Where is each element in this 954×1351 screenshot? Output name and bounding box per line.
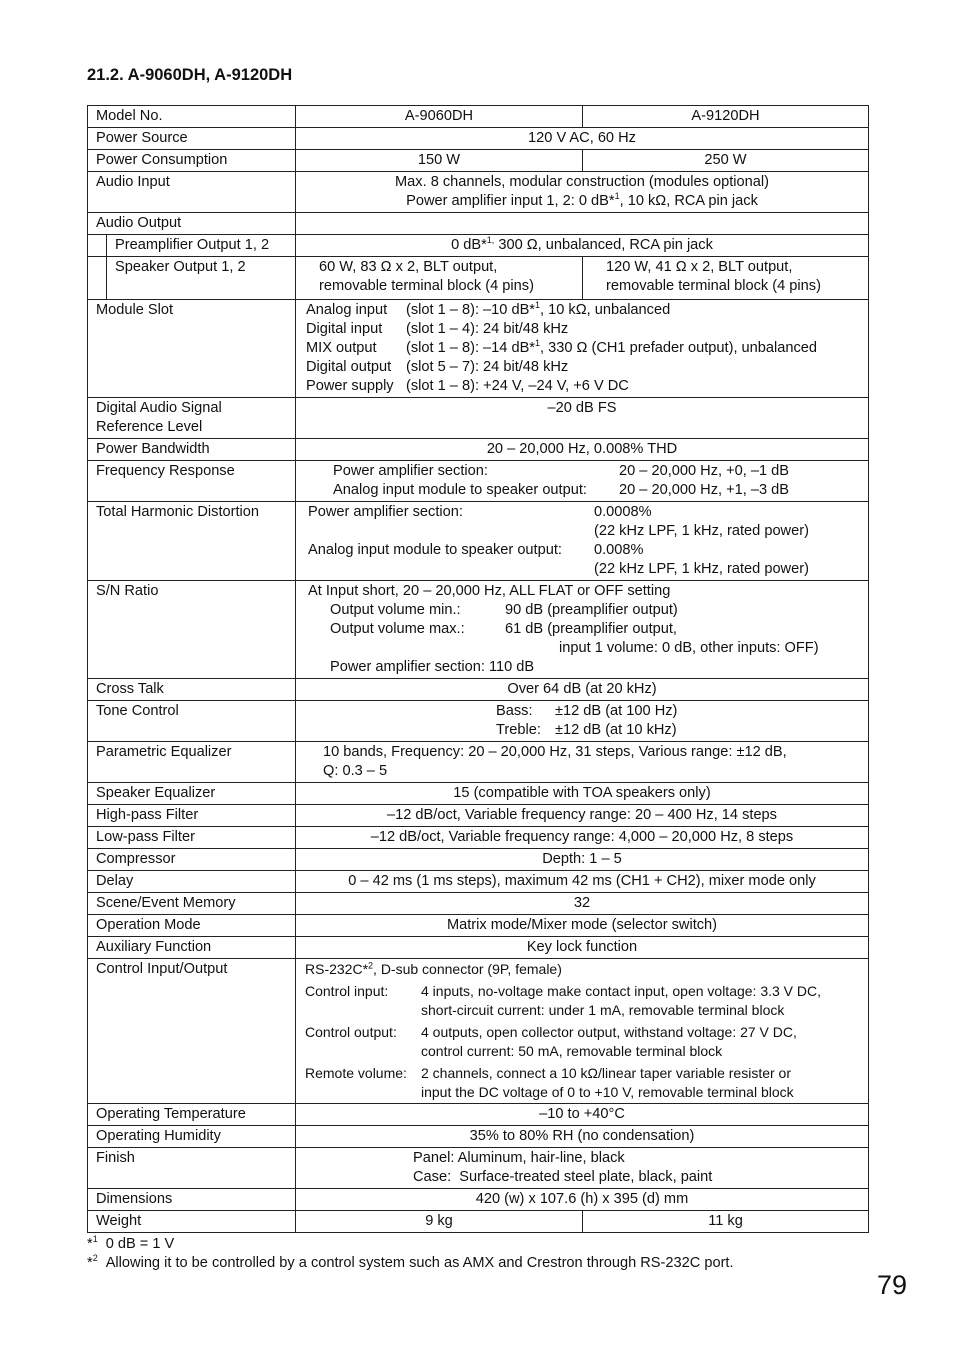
row-value bbox=[296, 742, 869, 783]
list-item bbox=[305, 1023, 860, 1061]
list-item bbox=[306, 377, 860, 396]
row-value: –10 to +40°C bbox=[296, 1104, 869, 1126]
row-label: Module Slot bbox=[88, 300, 296, 398]
value-line: input 1 volume: 0 dB, other inputs: OFF) bbox=[559, 640, 819, 656]
table-row bbox=[88, 461, 869, 502]
row-label-line: Digital Audio Signal bbox=[96, 400, 222, 416]
value-line: removable terminal block (4 pins) bbox=[606, 278, 821, 294]
value-line: control current: 50 mA, removable terminal block bbox=[421, 1043, 723, 1059]
value-text: (slot 1 – 8): –14 dB* bbox=[406, 340, 535, 356]
value-text: (slot 5 – 7): 24 bit/48 kHz bbox=[406, 359, 569, 375]
row-label: Finish bbox=[88, 1148, 296, 1189]
table-row bbox=[88, 106, 869, 128]
row-label: Speaker Equalizer bbox=[88, 783, 296, 805]
slot-type: Power supply bbox=[306, 378, 394, 394]
footnote-number: 2 bbox=[92, 1253, 98, 1264]
io-type: Control input: bbox=[305, 983, 389, 999]
footnote-ref: 1 bbox=[535, 300, 541, 311]
spec-table bbox=[87, 105, 869, 1233]
value-text: ±12 dB (at 100 Hz) bbox=[555, 703, 678, 719]
footnote-mark: * bbox=[87, 1236, 93, 1252]
row-label: Frequency Response bbox=[88, 461, 296, 502]
row-label-text: Preamplifier Output 1, 2 bbox=[115, 237, 270, 253]
value-line: 4 inputs, no-voltage make contact input, open voltage: 3.3 V DC, bbox=[421, 983, 822, 999]
table-row bbox=[88, 827, 869, 849]
table-row bbox=[88, 235, 869, 257]
row-label-line: Reference Level bbox=[96, 419, 203, 435]
row-label bbox=[88, 257, 296, 300]
value-line: Power amplifier section: 110 dB bbox=[330, 659, 535, 675]
row-label: Power Consumption bbox=[88, 150, 296, 172]
row-value: 35% to 80% RH (no condensation) bbox=[296, 1126, 869, 1148]
value-line bbox=[304, 192, 860, 211]
slot-type: Analog input bbox=[306, 302, 388, 318]
list-item bbox=[306, 358, 860, 377]
footnote-text: Allowing it to be controlled by a control system such as AMX and Crestron through RS-232C port. bbox=[105, 1255, 734, 1271]
table-row bbox=[88, 742, 869, 783]
row-label: Model No. bbox=[88, 106, 296, 128]
row-value: Over 64 dB (at 20 kHz) bbox=[296, 679, 869, 701]
table-row bbox=[88, 128, 869, 150]
table-row bbox=[88, 172, 869, 213]
list-item bbox=[305, 1064, 860, 1102]
value-a: 150 W bbox=[296, 150, 583, 172]
row-value: Matrix mode/Mixer mode (selector switch) bbox=[296, 915, 869, 937]
slot-type: MIX output bbox=[306, 340, 377, 356]
row-value bbox=[296, 213, 869, 235]
row-label: Power Source bbox=[88, 128, 296, 150]
value-key: Analog input module to speaker output: bbox=[308, 542, 562, 558]
value-key: Power amplifier section: bbox=[308, 504, 463, 520]
table-row bbox=[88, 701, 869, 742]
value-text: ±12 dB (at 10 kHz) bbox=[555, 722, 677, 738]
model-a: A-9060DH bbox=[296, 106, 583, 128]
value-text: , 330 Ω (CH1 prefader output), unbalanced bbox=[540, 340, 818, 356]
row-value: 32 bbox=[296, 893, 869, 915]
row-label: Parametric Equalizer bbox=[88, 742, 296, 783]
value-key: Output volume min.: bbox=[330, 602, 461, 618]
io-spec bbox=[421, 982, 821, 1020]
value-text: 61 dB (preamplifier output, bbox=[505, 621, 677, 637]
row-label: Power Bandwidth bbox=[88, 439, 296, 461]
value-text: (22 kHz LPF, 1 kHz, rated power) bbox=[594, 561, 809, 577]
table-row bbox=[88, 959, 869, 1104]
page-number: 79 bbox=[877, 1270, 908, 1300]
table-row bbox=[88, 893, 869, 915]
value-text: RS-232C* bbox=[305, 961, 369, 977]
value-b bbox=[583, 257, 869, 300]
row-value: 0 – 42 ms (1 ms steps), maximum 42 ms (CH1 + CH2), mixer mode only bbox=[296, 871, 869, 893]
io-spec bbox=[421, 1023, 797, 1061]
row-label: Operation Mode bbox=[88, 915, 296, 937]
footnote-mark: * bbox=[87, 1255, 93, 1271]
footnote-number: 1 bbox=[92, 1234, 98, 1245]
table-row bbox=[88, 439, 869, 461]
value-text: 20 – 20,000 Hz, +1, –3 dB bbox=[619, 482, 789, 498]
slot-type: Digital output bbox=[306, 359, 392, 375]
value-b: 11 kg bbox=[583, 1211, 869, 1233]
row-label: S/N Ratio bbox=[88, 581, 296, 679]
value-text: 0.008% bbox=[594, 542, 644, 558]
io-spec bbox=[421, 1064, 794, 1102]
io-type: Remote volume: bbox=[305, 1065, 407, 1081]
slot-spec bbox=[406, 358, 568, 377]
slot-spec bbox=[406, 377, 629, 396]
row-value bbox=[296, 701, 869, 742]
table-row bbox=[88, 150, 869, 172]
row-label: High-pass Filter bbox=[88, 805, 296, 827]
value-text: Power amplifier input 1, 2: 0 dB* bbox=[406, 193, 615, 209]
value-text: 300 Ω, unbalanced, RCA pin jack bbox=[494, 237, 713, 253]
table-row bbox=[88, 1104, 869, 1126]
value-text: , D-sub connector (9P, female) bbox=[373, 961, 562, 977]
table-row bbox=[88, 1148, 869, 1189]
table-row bbox=[88, 783, 869, 805]
table-row bbox=[88, 300, 869, 398]
table-row bbox=[88, 502, 869, 581]
row-label: Delay bbox=[88, 871, 296, 893]
footnote-ref: 1 bbox=[535, 338, 541, 349]
list-item bbox=[306, 320, 860, 339]
row-label: Total Harmonic Distortion bbox=[88, 502, 296, 581]
value-text: , 10 kΩ, RCA pin jack bbox=[619, 193, 758, 209]
row-value: –20 dB FS bbox=[296, 398, 869, 439]
row-value: 120 V AC, 60 Hz bbox=[296, 128, 869, 150]
table-row bbox=[88, 1211, 869, 1233]
value-line: 2 channels, connect a 10 kΩ/linear taper variable resister or bbox=[421, 1065, 791, 1081]
row-value bbox=[296, 1148, 869, 1189]
control-io-list bbox=[305, 979, 860, 1102]
value-line: Case: Surface-treated steel plate, black, paint bbox=[413, 1169, 713, 1185]
row-value bbox=[296, 581, 869, 679]
value-line: removable terminal block (4 pins) bbox=[319, 278, 534, 294]
footnote-ref: 2 bbox=[368, 960, 374, 971]
table-row bbox=[88, 1126, 869, 1148]
row-label: Low-pass Filter bbox=[88, 827, 296, 849]
table-row bbox=[88, 398, 869, 439]
row-value: Depth: 1 – 5 bbox=[296, 849, 869, 871]
value-text: (slot 1 – 8): +24 V, –24 V, +6 V DC bbox=[406, 378, 629, 394]
list-item bbox=[306, 339, 860, 358]
value-line: Q: 0.3 – 5 bbox=[323, 763, 388, 779]
value-b: 250 W bbox=[583, 150, 869, 172]
value-line: Max. 8 channels, modular construction (modules optional) bbox=[395, 174, 769, 190]
footnote-ref: 1, bbox=[486, 235, 495, 246]
table-row bbox=[88, 937, 869, 959]
row-label: Operating Temperature bbox=[88, 1104, 296, 1126]
value-text: , 10 kΩ, unbalanced bbox=[540, 302, 671, 318]
row-label: Weight bbox=[88, 1211, 296, 1233]
value-key: Power amplifier section: bbox=[333, 463, 488, 479]
value-line: 10 bands, Frequency: 20 – 20,000 Hz, 31 steps, Various range: ±12 dB, bbox=[323, 744, 787, 760]
value-text: 0 dB* bbox=[451, 237, 487, 253]
row-value: 420 (w) x 107.6 (h) x 395 (d) mm bbox=[296, 1189, 869, 1211]
value-a bbox=[296, 257, 583, 300]
footnote-ref: 1 bbox=[614, 191, 620, 202]
row-label: Auxiliary Function bbox=[88, 937, 296, 959]
footnote bbox=[87, 1235, 174, 1254]
value-key: Analog input module to speaker output: bbox=[333, 482, 587, 498]
row-value: Key lock function bbox=[296, 937, 869, 959]
row-label: Operating Humidity bbox=[88, 1126, 296, 1148]
table-row bbox=[88, 915, 869, 937]
row-value: –12 dB/oct, Variable frequency range: 20 – 400 Hz, 14 steps bbox=[296, 805, 869, 827]
footnote-text: 0 dB = 1 V bbox=[105, 1236, 175, 1252]
value-key: Treble: bbox=[496, 722, 541, 738]
table-row bbox=[88, 679, 869, 701]
row-label: Audio Output bbox=[88, 213, 296, 235]
row-label: Cross Talk bbox=[88, 679, 296, 701]
value-line: input the DC voltage of 0 to +10 V, removable terminal block bbox=[421, 1084, 794, 1100]
row-label bbox=[88, 235, 296, 257]
row-label: Compressor bbox=[88, 849, 296, 871]
row-label: Tone Control bbox=[88, 701, 296, 742]
value-line: 60 W, 83 Ω x 2, BLT output, bbox=[319, 259, 498, 275]
row-label: Audio Input bbox=[88, 172, 296, 213]
value-line: At Input short, 20 – 20,000 Hz, ALL FLAT or OFF setting bbox=[308, 583, 671, 599]
value-line: 4 outputs, open collector output, withstand voltage: 27 V DC, bbox=[421, 1024, 797, 1040]
value-line: 120 W, 41 Ω x 2, BLT output, bbox=[606, 259, 793, 275]
row-value: 20 – 20,000 Hz, 0.008% THD bbox=[296, 439, 869, 461]
row-label bbox=[88, 398, 296, 439]
row-label: Dimensions bbox=[88, 1189, 296, 1211]
table-row bbox=[88, 805, 869, 827]
row-value bbox=[296, 461, 869, 502]
module-slot-list bbox=[306, 301, 860, 396]
row-label: Scene/Event Memory bbox=[88, 893, 296, 915]
table-row bbox=[88, 849, 869, 871]
value-text: (slot 1 – 4): 24 bit/48 kHz bbox=[406, 321, 569, 337]
row-value bbox=[296, 300, 869, 398]
slot-type: Digital input bbox=[306, 321, 383, 337]
table-row bbox=[88, 213, 869, 235]
row-label-text: Speaker Output 1, 2 bbox=[115, 259, 246, 275]
value-line: Panel: Aluminum, hair-line, black bbox=[413, 1150, 625, 1166]
value-a: 9 kg bbox=[296, 1211, 583, 1233]
section-heading: 21.2. A-9060DH, A-9120DH bbox=[87, 66, 293, 84]
slot-spec bbox=[406, 339, 817, 358]
slot-spec bbox=[406, 301, 670, 320]
row-label: Control Input/Output bbox=[88, 959, 296, 1104]
value-key: Bass: bbox=[496, 703, 533, 719]
value-text: 0.0008% bbox=[594, 504, 652, 520]
row-value bbox=[296, 959, 869, 1104]
row-value bbox=[296, 235, 869, 257]
row-value: 15 (compatible with TOA speakers only) bbox=[296, 783, 869, 805]
value-line bbox=[305, 960, 860, 979]
table-row bbox=[88, 581, 869, 679]
model-b: A-9120DH bbox=[583, 106, 869, 128]
row-value bbox=[296, 172, 869, 213]
table-row bbox=[88, 257, 869, 300]
list-item bbox=[305, 982, 860, 1020]
slot-spec bbox=[406, 320, 568, 339]
io-type: Control output: bbox=[305, 1024, 397, 1040]
value-text: (22 kHz LPF, 1 kHz, rated power) bbox=[594, 523, 809, 539]
list-item bbox=[306, 301, 860, 320]
row-value: –12 dB/oct, Variable frequency range: 4,000 – 20,000 Hz, 8 steps bbox=[296, 827, 869, 849]
row-value bbox=[296, 502, 869, 581]
table-row bbox=[88, 871, 869, 893]
value-line: short-circuit current: under 1 mA, removable terminal block bbox=[421, 1002, 785, 1018]
table-row bbox=[88, 1189, 869, 1211]
value-key: Output volume max.: bbox=[330, 621, 465, 637]
value-text: 20 – 20,000 Hz, +0, –1 dB bbox=[619, 463, 789, 479]
footnote bbox=[87, 1254, 734, 1273]
value-text: (slot 1 – 8): –10 dB* bbox=[406, 302, 535, 318]
value-text: 90 dB (preamplifier output) bbox=[505, 602, 678, 618]
